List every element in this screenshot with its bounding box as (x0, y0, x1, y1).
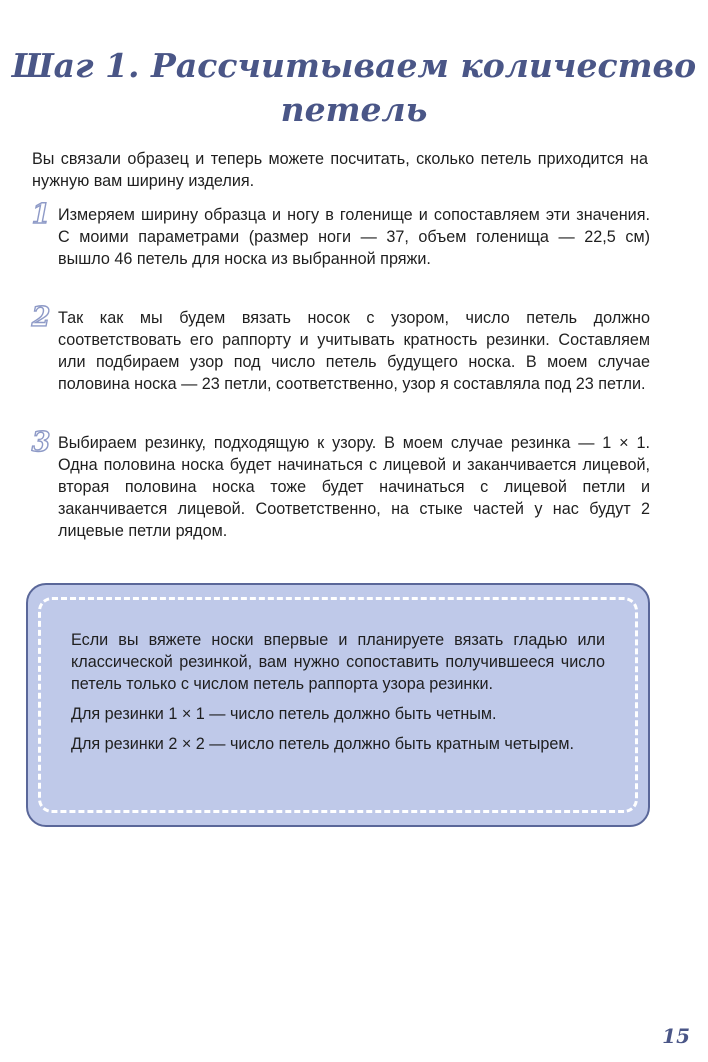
step-1 (30, 199, 650, 270)
note-paragraph-3: Для резинки 2 × 2 — число петель должно быть кратным четырем. (71, 735, 574, 753)
step-text-2: Так как мы будем вязать носок с узором, число петель должно соответствовать его раппорту и учитывать кратность резинки. Составляем или подбираем узор под число петель будущего носка. В моем случае половина носка — 23 петли, соответственно, узор я составляла под 23 петли. (58, 309, 650, 393)
step-3 (30, 427, 650, 542)
step-2 (30, 302, 650, 395)
step-text-3: Выбираем резинку, подходящую к узору. В моем случае резинка — 1 × 1. Одна половина носка будет начинаться с лицевой и заканчивается лицевой, вторая половина носка тоже будет начинаться с лицевой петли и заканчивается лицевой. Соответственно, на стыке частей у нас будут 2 лицевые петли рядом. (58, 434, 650, 540)
page-title-line-2: петель (280, 90, 428, 130)
page-number: 15 (662, 1024, 690, 1048)
page-title (0, 44, 708, 132)
note-paragraph-2: Для резинки 1 × 1 — число петель должно быть четным. (71, 705, 497, 723)
step-number-2: 2 (31, 302, 51, 333)
note-box (26, 583, 650, 827)
step-number-3: 3 (31, 427, 51, 458)
step-number-1: 1 (31, 199, 51, 230)
step-text-1: Измеряем ширину образца и ногу в голенище и сопоставляем эти значения. С моими параметрами (размер ноги — 37, объем голенища — 22,5 см) вышло 46 петель для носка из выбранной пряжи. (58, 206, 650, 268)
note-paragraph-1: Если вы вяжете носки впервые и планируете вязать гладью или классической резинкой, вам нужно сопоставить получившееся число петель только с числом петель раппорта узора резинки. (71, 631, 605, 693)
note-dashed-frame (38, 597, 638, 813)
intro-paragraph: Вы связали образец и теперь можете посчитать, сколько петель приходится на нужную вам ширину изделия. (32, 150, 648, 190)
page-title-line-1: Шаг 1. Рассчитываем количество (11, 46, 697, 86)
